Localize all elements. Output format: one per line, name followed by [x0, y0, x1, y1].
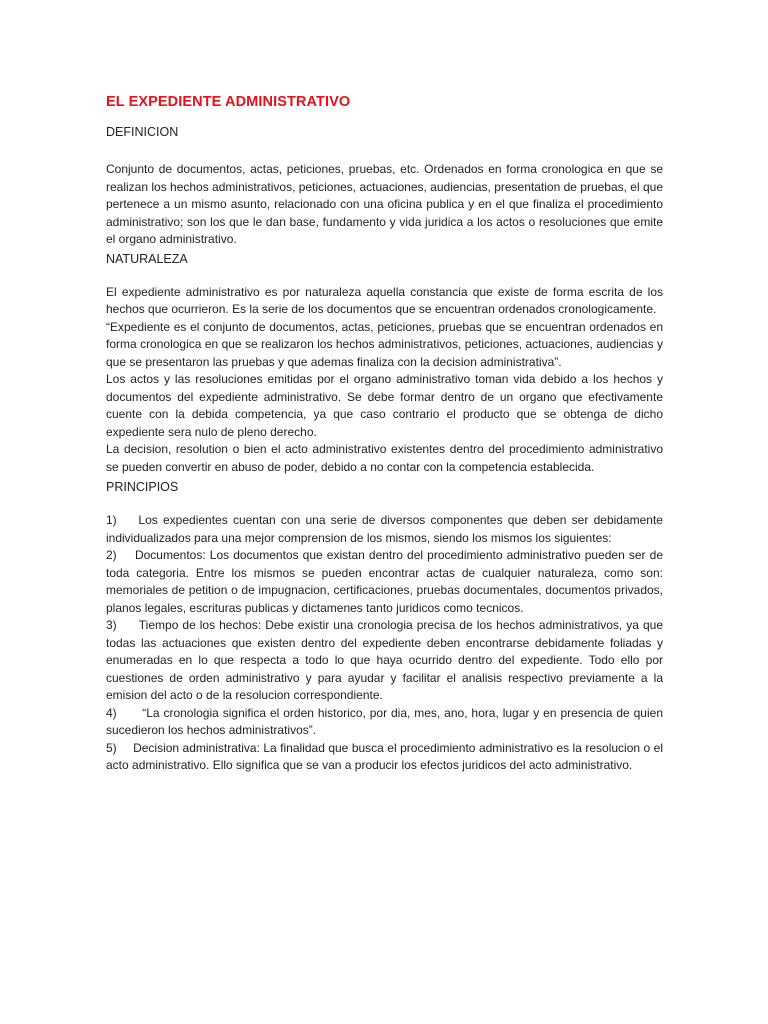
list-item-text: Los expedientes cuentan con una serie de diversos componentes que deben ser debidamente individualizados para una mejor comprension de los mismos, siendo los mismos los siguientes:: [106, 513, 663, 545]
naturaleza-paragraph-3: Los actos y las resoluciones emitidas por el organo administrativo toman vida debido a los hechos y documentos del expediente administrativo. Se debe formar dentro de un organo que efectivamente cuente con la debida competencia, ya que caso contrario el producto que se obtenga de dicho expediente sera nulo de pleno derecho.: [106, 372, 663, 439]
definicion-paragraph: Conjunto de documentos, actas, peticiones, pruebas, etc. Ordenados en forma cronologica en que se realizan los hechos administrativos, peticiones, actuaciones, audiencias, presentation de pruebas, el que pertenece a un mismo asunto, relacionado con una oficina publica y en el que finaliza el procedimiento administrativo; son los que le dan base, fundamento y vida juridica a los actos o resoluciones que emite el organo administrativo.: [106, 162, 664, 246]
list-item: [106, 547, 663, 617]
list-item-text: Decision administrativa: La finalidad que busca el procedimiento administrativo es la resolucion o el acto administrativo. Ello significa que se van a producir los efectos juridicos del acto administrativo.: [106, 740, 663, 772]
list-item: [106, 512, 663, 547]
document-page: [106, 92, 663, 775]
list-item-number: 3): [106, 618, 117, 632]
list-item: [106, 617, 663, 705]
document-title: EL EXPEDIENTE ADMINISTRATIVO: [106, 94, 351, 110]
section-heading-principios: PRINCIPIOS: [106, 480, 179, 494]
list-item: [106, 740, 663, 775]
list-item-number: 5): [106, 740, 117, 755]
naturaleza-paragraph-4: La decision, resolution o bien el acto administrativo existentes dentro del procedimiento administrativo se pueden convertir en abuso de poder, debido a no contar con la competencia establecida.: [106, 442, 663, 474]
list-item-text: Documentos: Los documentos que existan dentro del procedimiento administrativo pueden ser de toda categoria. Entre los mismos se pueden encontrar actas de cualquier naturaleza, como son: memoriales de petition o de impugnacion, certificaciones, pruebas documentales, documentos privados, planos legales, escrituras publicas y dictamenes tanto juridicos como tecnicos.: [106, 548, 663, 615]
list-item-number: 4): [106, 705, 117, 720]
list-item-number: 1): [106, 513, 117, 527]
section-heading-definicion: DEFINICION: [106, 125, 179, 139]
list-item: [106, 705, 663, 740]
naturaleza-paragraph-2: “Expediente es el conjunto de documentos, actas, peticiones, pruebas que se encuentran ordenados en forma cronologica en que se realizaron los hechos administrativos, peticiones, actuaciones, audiencias y que se presentaron las pruebas y que ademas finaliza con la decision administrativa”.: [106, 319, 663, 369]
section-heading-naturaleza: NATURALEZA: [106, 251, 188, 266]
list-item-text: “La cronologia significa el orden historico, por dia, mes, ano, hora, lugar y en presencia de quien sucedieron los hechos administrativos”.: [106, 705, 663, 737]
list-item-text: Tiempo de los hechos: Debe existir una cronologia precisa de los hechos administrativos, ya que todas las actuaciones que existen dentro del expediente deben encontrarse debidamente foliadas y enumeradas en lo que respecta a todo lo que haya ocurrido dentro del expediente. Todo ello por cuestiones de orden administrativo y para ayudar y facilitar el analisis respectivo previamente a la emision del acto o de la resolucion correspondiente.: [106, 618, 664, 702]
naturaleza-paragraph-1: El expediente administrativo es por naturaleza aquella constancia que existe de forma escrita de los hechos que ocurrieron. Es la serie de los documentos que se encuentran ordenados cronologicamente.: [106, 284, 663, 316]
list-item-number: 2): [106, 548, 117, 562]
